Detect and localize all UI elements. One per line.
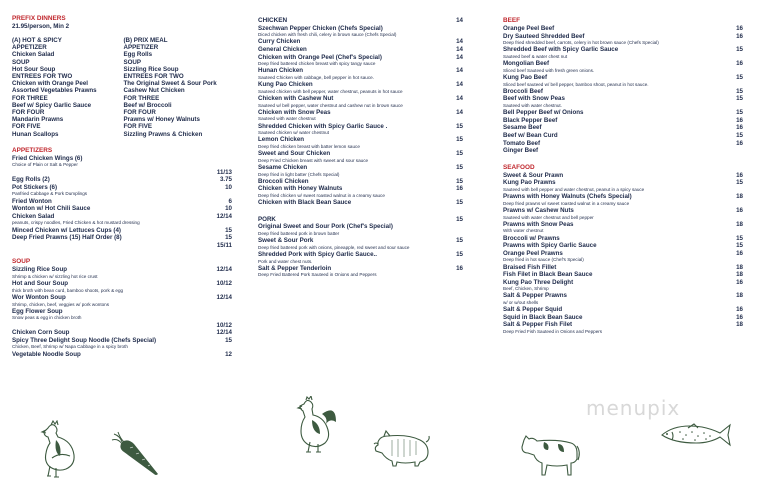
prefix-line: APPETIZER — [12, 44, 47, 52]
prefix-line: Hunan Scallops — [12, 130, 59, 138]
menu-item-name: Chicken with Cashew Nut — [258, 94, 334, 102]
menu-item-description: Choice of Plain or Salt & Pepper — [12, 162, 78, 168]
menu-item-price: 15 — [456, 177, 463, 185]
prefix-line: SOUP — [12, 58, 30, 66]
menu-item — [503, 193, 743, 207]
menu-item — [258, 223, 463, 237]
menu-item — [12, 322, 232, 330]
prefix-line: FOR FOUR — [12, 109, 45, 117]
menu-item — [503, 74, 743, 88]
menu-item-price: 16 — [736, 306, 743, 314]
menu-item-price: 16 — [736, 206, 743, 214]
menu-item-price: 18 — [736, 321, 743, 329]
menu-item-name: Black Pepper Beef — [503, 116, 558, 124]
menu-item — [258, 81, 463, 95]
menu-item-name: Salt & Pepper Squid — [503, 306, 563, 314]
menu-item — [12, 234, 232, 242]
menu-item — [258, 237, 463, 251]
menu-item-description: w/ or w/out shells — [503, 300, 539, 306]
menu-item-description: Deep Fried Chicken breast with sweet and sour sauce — [258, 157, 369, 163]
menu-item-description: With water chestnut — [503, 228, 544, 234]
menu-item — [12, 155, 232, 169]
menu-item-description: Sauteed beef & water chest nut — [503, 53, 568, 59]
menu-item-name: Egg Rolls (2) — [12, 176, 50, 184]
menu-item-price: 16 — [736, 313, 743, 321]
menu-item-description: Deep fried battered pork in brown batter — [258, 230, 340, 236]
cow-illustration-icon — [520, 430, 582, 476]
prefix-line: Egg Rolls — [123, 51, 153, 59]
menu-item-name: Egg Flower Soup — [12, 307, 63, 315]
menu-item-description: Deep Fried Battered Pork Sauteed in Onions and Peppers — [258, 272, 377, 278]
menupix-watermark: menupix — [586, 396, 681, 420]
menu-item-price: 12/14 — [216, 266, 232, 274]
menu-item-name: Beef w/ Bean Curd — [503, 131, 558, 139]
menu-item-name: Orange Peel Prawns — [503, 249, 563, 257]
menu-item — [258, 185, 463, 199]
menu-item-price: 15 — [225, 336, 232, 344]
menu-item-description: Deep fried battered chicken breast with spicy tangy sauce — [258, 61, 376, 67]
prefix-line: (B) PRIX MEAL — [123, 37, 168, 44]
menu-item-name — [12, 242, 232, 250]
beef-list — [503, 25, 743, 155]
menu-item — [12, 242, 232, 250]
menu-item-description: Deep fried battered pork with onions, pineapple, red sweet and sour sauce — [258, 244, 410, 250]
menu-item-price: 15 — [736, 242, 743, 250]
prefix-line: Chicken with Orange Peel — [12, 80, 88, 88]
menu-item-name: Fried Wonton — [12, 197, 52, 205]
menu-item-price: 12/14 — [216, 293, 232, 301]
prefix-line: FOR FIVE — [123, 123, 153, 131]
menu-item-description: Sauteed with water chestnut and bell pepper — [503, 214, 594, 220]
pig-illustration-icon — [372, 428, 432, 468]
pork-list — [258, 223, 463, 278]
menu-item-name: Mongolian Beef — [503, 60, 550, 68]
menu-item-name: Broccoli Beef — [503, 87, 543, 95]
prefix-col-b — [123, 37, 232, 138]
menu-item-name: Broccoli w/ Prawns — [503, 234, 560, 242]
prefix-col-a — [12, 37, 123, 138]
prefix-title: PREFIX DINNERS — [12, 15, 66, 22]
menu-item-description: Deep fried chicken w/ sweet roasted walnut in a creamy sauce — [258, 192, 385, 198]
menu-item — [503, 306, 743, 314]
menu-item-description: Sauteed chicken with bell pepper, water chestnut, peanuts in hot sauce — [258, 88, 403, 94]
menu-item-name: Beef with Snow Peas — [503, 95, 565, 103]
rooster-illustration-icon — [294, 396, 338, 454]
menu-item — [503, 172, 743, 180]
prefix-line: FOR FIVE — [12, 123, 41, 131]
soup-list — [12, 266, 232, 358]
menu-item — [12, 213, 232, 227]
menu-item-price: 12 — [225, 350, 232, 358]
appetizers-list — [12, 155, 232, 250]
menu-item-name: Chicken Salad — [12, 212, 55, 220]
menu-item-price: 18 — [736, 193, 743, 201]
menu-item-price: 15 — [736, 87, 743, 95]
left-column — [12, 15, 232, 358]
menu-item-description: Deep fried in hot sauce (Chef's Special) — [503, 257, 584, 263]
menu-item — [503, 88, 743, 96]
prefix-line: SOUP — [123, 58, 142, 66]
menu-item — [503, 25, 743, 33]
menu-item — [12, 280, 232, 294]
menu-item — [258, 199, 463, 207]
menu-item-name: Minced Chicken w/ Lettuces Cups (4) — [12, 226, 121, 234]
menu-item — [503, 147, 743, 155]
menu-item-price: 15 — [456, 250, 463, 258]
menu-item-name: Salt & Pepper Fish Filet — [503, 321, 573, 329]
menu-item — [258, 46, 463, 54]
menu-item-description: Sauteed with water chestnut. — [503, 102, 562, 108]
beef-title: BEEF — [503, 17, 521, 24]
menu-item-price: 10/12 — [216, 280, 232, 288]
menu-item-name: Pot Stickers (6) — [12, 183, 58, 191]
menu-item-name: Bell Pepper Beef w/ Onions — [503, 109, 584, 117]
menu-item-price: 14 — [456, 108, 463, 116]
menu-item — [503, 179, 743, 193]
menu-item — [503, 140, 743, 148]
menu-item-description: Panfried Cabbage & Pork Dumplings — [12, 191, 88, 197]
menu-item-name: Braised Fish Fillet — [503, 263, 557, 271]
prefix-line: FOR THREE — [123, 94, 160, 102]
menu-item-name: Wor Wonton Soup — [12, 293, 66, 301]
menu-item-price: 15 — [736, 95, 743, 103]
prefix-line: Assorted Vegetables Prawns — [12, 87, 97, 95]
menu-item-description: Sauteed with water chestnut — [258, 116, 316, 122]
menu-item-name: Salt & Pepper Prawns — [503, 292, 567, 300]
menu-item-name: Sweet & Sour Prawn — [503, 171, 564, 179]
menu-item-price: 16 — [736, 249, 743, 257]
chicken-list — [258, 25, 463, 207]
menu-item-price: 6 — [228, 197, 232, 205]
menu-item — [258, 54, 463, 68]
prefix-line: (A) HOT & SPICY — [12, 37, 62, 44]
menu-item-price: 3.75 — [219, 176, 232, 184]
menu-item — [258, 123, 463, 137]
menu-item-name: Chicken with Honey Walnuts — [258, 185, 343, 193]
menu-item-description: Sliced beef Sauteed with fresh green onions. — [503, 67, 595, 73]
menu-item-price: 15/11 — [216, 241, 232, 249]
menu-item-description: Deep fried chicken breast with batter lemon sauce — [258, 143, 360, 149]
menu-item-price: 10 — [225, 183, 232, 191]
menu-item-name: Ginger Beef — [503, 147, 539, 155]
prefix-line: The Original Sweet & Sour Pork — [123, 80, 217, 88]
menu-item-name: Shredded Pork with Spicy Garlic Sauce.. — [258, 250, 377, 258]
menu-item-price: 15 — [736, 109, 743, 117]
menu-item-price: 18 — [736, 271, 743, 279]
menu-item — [503, 33, 743, 47]
menu-item-description: Pork and water chest nuts. — [258, 258, 313, 264]
prefix-line: Prawns w/ Honey Walnuts — [123, 116, 200, 124]
menu-item-price: 16 — [736, 32, 743, 40]
carrot-illustration-icon — [110, 430, 162, 478]
chicken-title-price: 14 — [456, 17, 463, 24]
menu-item-price: 14 — [456, 94, 463, 102]
menu-item-name: Broccoli Chicken — [258, 177, 309, 185]
menu-item-price: 18 — [736, 220, 743, 228]
menu-item-price: 18 — [736, 263, 743, 271]
menu-item — [503, 271, 743, 279]
menu-item-name: Sizzling Rice Soup — [12, 266, 68, 274]
menu-item — [503, 321, 743, 335]
menu-item-price: 16 — [456, 185, 463, 193]
menu-item — [12, 266, 232, 280]
menu-item-name: Shredded Chicken with Spicy Garlic Sauce . — [258, 122, 388, 130]
menu-item-price: 11/13 — [216, 168, 232, 176]
seafood-title: SEAFOOD — [503, 163, 535, 171]
appetizers-title: APPETIZERS — [12, 146, 53, 154]
menu-item-description: Chicken, Beef, Shrimp w/ Napa Cabbage in a spicy broth — [12, 344, 128, 350]
menu-item-name — [12, 322, 232, 330]
menu-item-name: Sweet & Sour Pork — [258, 237, 314, 245]
menu-item — [12, 205, 232, 213]
menu-item — [503, 264, 743, 272]
chicken-header — [258, 17, 463, 25]
menu-item-name: Hot and Sour Soup — [12, 280, 69, 288]
menu-item-name: Szechwan Pepper Chicken (Chefs Special) — [258, 24, 383, 32]
menu-item-name: Shredded Beef with Spicy Garlic Sauce — [503, 46, 619, 54]
menu-item — [503, 46, 743, 60]
menu-item-price: 14 — [456, 67, 463, 75]
menu-item-name: Fried Chicken Wings (6) — [12, 154, 83, 162]
menu-item-name — [12, 169, 232, 177]
fish-illustration-icon — [658, 422, 734, 448]
menu-item — [258, 150, 463, 164]
menu-item-price: 15 — [456, 199, 463, 207]
prefix-line: FOR FOUR — [123, 109, 156, 117]
menu-item-description: Deep fried in light batter (Chefs Special) — [258, 171, 340, 177]
menu-item-name: Kung Pao Chicken — [258, 81, 313, 89]
menu-item — [258, 38, 463, 46]
menu-item-description: Deep fried shredded beef, carrots, celery in hot brown sauce (Chefs Special) — [503, 40, 659, 46]
menu-item — [12, 184, 232, 198]
prefix-line: Beef w/ Broccoli — [123, 101, 172, 109]
menu-item-description: Beef, Chicken, Shrimp — [503, 286, 549, 292]
menu-item — [258, 178, 463, 186]
menu-item-description: Sauteed Chicken with cabbage, bell pepper in hot sauce. — [258, 74, 374, 80]
prefix-line: Chicken Salad — [12, 51, 55, 59]
menu-item-name: Salt & Pepper Tenderloin — [258, 264, 332, 272]
menu-item-name: Squid in Black Bean Sauce — [503, 313, 583, 321]
prefix-subtitle: 21.95/person, Min 2 — [12, 23, 70, 30]
menu-item — [12, 176, 232, 184]
menu-item-price: 16 — [736, 171, 743, 179]
menu-item — [12, 308, 232, 322]
menu-item-name: Vegetable Noodle Soup — [12, 350, 81, 358]
menu-item-price: 15 — [736, 131, 743, 139]
prefix-line: Sizzling Prawns & Chicken — [123, 130, 203, 138]
menu-item-price: 15 — [456, 122, 463, 130]
menu-item-price: 15 — [225, 234, 232, 242]
menu-item-price: 10 — [225, 205, 232, 213]
menu-item — [503, 242, 743, 250]
right-column — [503, 17, 743, 335]
menu-item — [503, 132, 743, 140]
prefix-line: ENTREES FOR TWO — [123, 73, 184, 81]
menu-item-description: Sauteed chicken w/ water chestnut — [258, 130, 329, 136]
menu-item — [12, 169, 232, 177]
menu-item-price: 15 — [736, 46, 743, 54]
menu-item-name: Chicken Corn Soup — [12, 329, 70, 337]
menu-item-price: 12/14 — [216, 212, 232, 220]
prefix-line: Beef w/ Spicy Garlic Sauce — [12, 101, 92, 109]
menu-item — [12, 198, 232, 206]
menu-item-price: 18 — [736, 292, 743, 300]
menu-item-description: Deep Fried Fish Sauteed in Onions and Peppers — [503, 329, 603, 335]
menu-item-price: 16 — [736, 116, 743, 124]
prefix-line: Sizzling Rice Soup — [123, 65, 179, 73]
menu-item-name: Tomato Beef — [503, 139, 541, 147]
menu-item-name: Original Sweet and Sour Pork (Chef's Special) — [258, 223, 393, 231]
soup-title: SOUP — [12, 258, 31, 266]
menu-item-price: 16 — [736, 278, 743, 286]
menu-item-name: Sesame Beef — [503, 124, 542, 132]
chicken-title: CHICKEN — [258, 17, 288, 24]
chicken-illustration-icon — [36, 420, 78, 478]
menu-item-name: Prawns with Snow Peas — [503, 220, 574, 228]
menu-item-name: Prawns with Honey Walnuts (Chefs Special) — [503, 193, 632, 201]
menu-item — [258, 136, 463, 150]
menu-item — [503, 109, 743, 117]
menu-item — [503, 235, 743, 243]
menu-item-price: 14 — [456, 81, 463, 89]
menu-item-name: Chicken with Snow Peas — [258, 108, 331, 116]
pork-title-price: 15 — [456, 215, 463, 223]
menu-item — [258, 67, 463, 81]
menu-item-name: Lemon Chicken — [258, 136, 305, 144]
menu-item-name: Orange Peel Beef — [503, 25, 555, 32]
menu-item-price: 16 — [736, 124, 743, 132]
menu-item — [258, 25, 463, 39]
menu-item-price: 15 — [456, 163, 463, 171]
menu-item-name: Curry Chicken — [258, 38, 301, 46]
menu-item — [258, 95, 463, 109]
menu-item-description: Shrimp & chicken w/ sizzling hot rice crust — [12, 273, 98, 279]
menu-item — [258, 251, 463, 265]
menu-item — [503, 95, 743, 109]
menu-item-description: peanuts, crispy noodles, Fried Chicken & hot mustard dressing — [12, 220, 140, 226]
menu-item-description: Sauteed w/ bell pepper, water chestnut and cashew nut in brown sauce — [258, 102, 403, 108]
menu-item-price: 14 — [456, 45, 463, 53]
prefix-line: FOR THREE — [12, 94, 48, 102]
menu-item-price: 15 — [456, 136, 463, 144]
menu-item-description: thick broth with bean curd, bamboo shoots, pork & egg — [12, 287, 124, 293]
menu-item-description: Snow peas & egg in chicken broth — [12, 315, 82, 321]
menu-item-price: 15 — [736, 73, 743, 81]
menu-item — [503, 314, 743, 322]
menu-item-name: Wonton w/ Hot Chili Sauce — [12, 205, 91, 213]
pork-title: PORK — [258, 215, 276, 223]
menu-item-description: Deep fried prawns w/ sweet roasted walnut in a creamy sauce — [503, 200, 630, 206]
menu-item-name: Chicken with Orange Peel (Chef's Special) — [258, 53, 382, 61]
menu-item-name: Hunan Chicken — [258, 67, 304, 75]
menu-item-name: Fish Filet in Black Bean Sauce — [503, 271, 593, 279]
menu-item-price: 16 — [736, 139, 743, 147]
menu-item — [503, 207, 743, 221]
menu-item — [12, 329, 232, 337]
menu-item-description: Sliced beef sauteed w/ bell pepper, bamboo shoot, peanut in hot sauce. — [503, 81, 649, 87]
menu-item-description: Shrimp, chicken, beef, veggies w/ pork wontons — [12, 301, 110, 307]
menu-item-name: Kung Pao Beef — [503, 73, 548, 81]
menu-item-description: Diced chicken with fresh chili, celery in brown sauce (Chefs Special) — [258, 32, 397, 38]
menu-item — [503, 124, 743, 132]
menu-item-price: 12/14 — [216, 329, 232, 337]
menu-item-name: Sweet and Sour Chicken — [258, 150, 331, 158]
menu-item-description: Sauteed with bell pepper and water chestnut, peanut in a spicy sauce — [503, 186, 645, 192]
menu-item-name: Kung Pao Prawns — [503, 179, 556, 187]
menu-item-price: 15 — [456, 150, 463, 158]
menu-item-name: Deep Fried Prawns (15) Half Order (8) — [12, 234, 122, 242]
menu-item — [503, 221, 743, 235]
menu-item-price: 15 — [225, 226, 232, 234]
menu-item-price: 15 — [736, 179, 743, 187]
middle-column — [258, 17, 463, 279]
menu-item — [12, 351, 232, 359]
menu-item — [503, 60, 743, 74]
prefix-line: Hot Sour Soup — [12, 65, 56, 73]
prefix-menus — [12, 37, 232, 138]
menu-item-name: Kung Pao Three Delight — [503, 278, 574, 286]
menu-item — [503, 117, 743, 125]
menu-item — [12, 227, 232, 235]
menu-item — [258, 164, 463, 178]
prefix-line: ENTREES FOR TWO — [12, 73, 73, 81]
menu-item-price: 10/12 — [216, 321, 232, 329]
menu-item-name: Sesame Chicken — [258, 163, 308, 171]
menu-item-name: General Chicken — [258, 45, 307, 53]
prefix-line: Mandarin Prawns — [12, 116, 64, 124]
prefix-line: APPETIZER — [123, 44, 159, 52]
pork-header — [258, 216, 463, 224]
menu-item — [503, 250, 743, 264]
menu-item-price: 14 — [456, 53, 463, 61]
menu-item — [503, 279, 743, 293]
menu-item — [12, 337, 232, 351]
menu-item-name: Dry Sauteed Shredded Beef — [503, 32, 585, 40]
menu-item — [12, 294, 232, 308]
menu-item-price: 16 — [456, 264, 463, 272]
menu-item-price: 15 — [456, 237, 463, 245]
menu-item — [503, 292, 743, 306]
menu-item-price: 16 — [736, 60, 743, 68]
menu-item-name: Prawns w/ Cashew Nuts — [503, 206, 574, 214]
menu-item-price: 14 — [456, 38, 463, 46]
menu-item-price: 15 — [736, 234, 743, 242]
menu-item — [258, 109, 463, 123]
prefix-line: Cashew Nut Chicken — [123, 87, 185, 95]
seafood-list — [503, 172, 743, 336]
menu-item-name: Chicken with Black Bean Sauce — [258, 199, 352, 207]
menu-item — [258, 265, 463, 279]
menu-item-name: Prawns with Spicy Garlic Sauce — [503, 242, 597, 250]
menu-item-name: Spicy Three Delight Soup Noodle (Chefs Special) — [12, 336, 157, 344]
menu-item-price: 16 — [736, 25, 743, 32]
